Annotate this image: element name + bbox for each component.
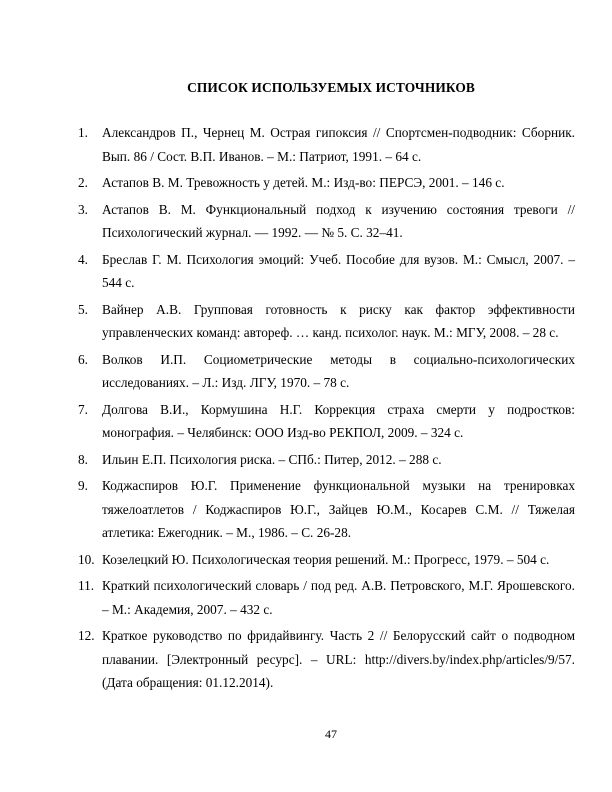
reference-item [78, 574, 575, 621]
reference-number: 11. [78, 578, 95, 593]
reference-item [78, 348, 575, 395]
reference-number: 10. [78, 551, 95, 567]
reference-text: Волков И.П. Социометрические методы в социально-психологических исследованиях. – Л.: Изд. ЛГУ, 1970. – 78 с. [102, 351, 575, 390]
reference-item [78, 398, 575, 445]
reference-list [78, 121, 575, 698]
reference-number: 8. [78, 451, 88, 467]
page-number: 47 [325, 727, 337, 741]
page-title: СПИСОК ИСПОЛЬЗУЕМЫХ ИСТОЧНИКОВ [187, 80, 475, 95]
reference-item [78, 624, 575, 695]
reference-text: Астапов В. М. Функциональный подход к изучению состояния тревоги // Психологический журнал. — 1992. — № 5. С. 32–41. [102, 201, 575, 240]
reference-number: 2. [78, 175, 88, 190]
reference-text: Краткий психологический словарь / под ред. А.В. Петровского, М.Г. Ярошевского. – М.: Академия, 2007. – 432 с. [102, 578, 575, 617]
reference-item [78, 248, 575, 295]
reference-number: 7. [78, 401, 88, 417]
reference-item [78, 448, 575, 472]
reference-item [78, 121, 575, 168]
reference-number: 6. [78, 351, 88, 367]
reference-item [78, 171, 575, 195]
reference-item [78, 298, 575, 345]
reference-text: Бреслав Г. М. Психология эмоций: Учеб. Пособие для вузов. М.: Смысл, 2007. – 544 с. [102, 251, 575, 290]
reference-text: Козелецкий Ю. Психологическая теория решений. М.: Прогресс, 1979. – 504 с. [102, 551, 550, 567]
reference-number: 4. [78, 251, 88, 267]
reference-number: 1. [78, 125, 88, 140]
reference-text: Астапов В. М. Тревожность у детей. М.: Изд-во: ПЕРСЭ, 2001. – 146 с. [102, 175, 505, 190]
reference-number: 5. [78, 301, 88, 317]
reference-text: Александров П., Чернец М. Острая гипоксия // Спортсмен-подводник: Сборник. Вып. 86 / Сост. В.П. Иванов. – М.: Патриот, 1991. – 64 с. [102, 125, 575, 164]
reference-number: 9. [78, 478, 88, 493]
reference-text: Ильин Е.П. Психология риска. – СПб.: Питер, 2012. – 288 с. [102, 451, 442, 467]
reference-text: Коджаспиров Ю.Г. Применение функциональной музыки на тренировках тяжелоатлетов / Коджаспиров Ю.Г., Зайцев Ю.М., Косарев С.М. // Тяжелая атлетика: Ежегодник. – М., 1986. – С. 26-28. [102, 478, 575, 540]
reference-number: 3. [78, 201, 88, 217]
reference-item [78, 198, 575, 245]
reference-item [78, 474, 575, 545]
reference-text: Долгова В.И., Кормушина Н.Г. Коррекция страха смерти у подростков: монография. – Челябинск: ООО Изд-во РЕКПОЛ, 2009. – 324 с. [102, 401, 575, 440]
reference-text: Вайнер А.В. Групповая готовность к риску как фактор эффективности управленческих команд: автореф. … канд. психолог. наук. М.: МГУ, 2008. – 28 с. [102, 301, 575, 340]
reference-number: 12. [78, 628, 95, 643]
reference-item [78, 548, 575, 572]
reference-text: Краткое руководство по фридайвингу. Часть 2 // Белорусский сайт о подводном плавании. [Электронный ресурс]. – URL: http://divers.by/index.php/articles/9/57. (Дата обращения: 01.12.2014). [102, 628, 575, 690]
